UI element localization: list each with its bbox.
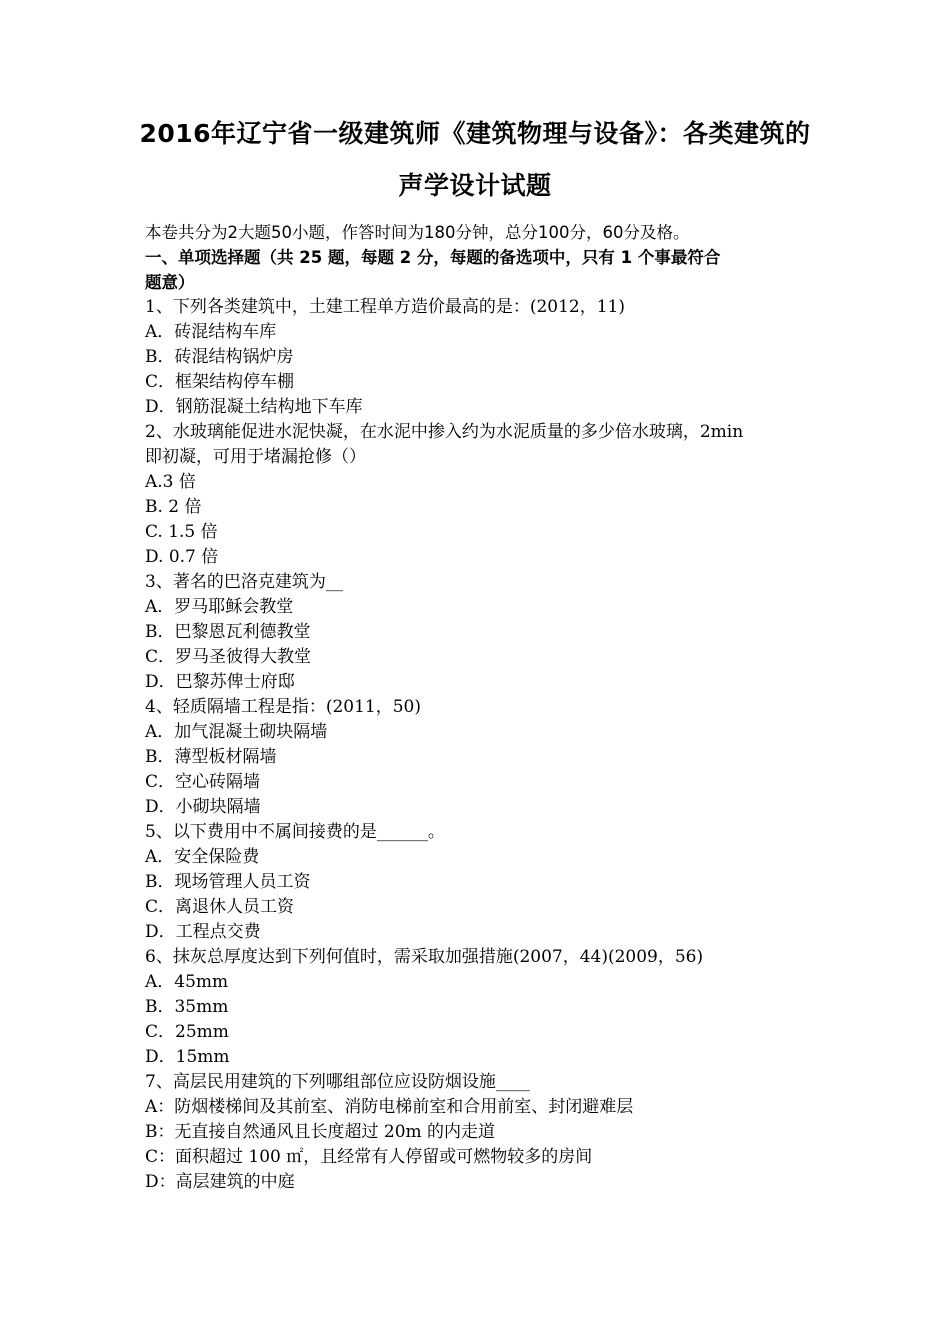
question-stem: 即初凝，可用于堵漏抢修（） — [145, 447, 366, 467]
document-body — [145, 220, 810, 1195]
question-stem: 1、下列各类建筑中，土建工程单方造价最高的是：(2012，11) — [145, 297, 625, 317]
question-item — [145, 570, 810, 695]
answer-option: A．安全保险费 — [145, 847, 260, 867]
answer-option: C．框架结构停车棚 — [145, 372, 295, 392]
answer-option: D. 0.7 倍 — [145, 547, 219, 567]
answer-option: C：面积超过 100 ㎡，且经常有人停留或可燃物较多的房间 — [145, 1147, 593, 1167]
section-heading-line-2: 题意） — [145, 273, 195, 292]
question-stem: 5、以下费用中不属间接费的是______。 — [145, 822, 445, 842]
answer-option: C．空心砖隔墙 — [145, 772, 261, 792]
question-item — [145, 695, 810, 820]
answer-option: B. 2 倍 — [145, 497, 202, 517]
answer-option: B：无直接自然通风且长度超过 20m 的内走道 — [145, 1122, 496, 1142]
answer-option: B．砖混结构锅炉房 — [145, 347, 294, 367]
question-item — [145, 1070, 810, 1195]
answer-option: D：高层建筑的中庭 — [145, 1172, 295, 1192]
question-stem: 4、轻质隔墙工程是指：(2011，50) — [145, 697, 421, 717]
answer-option: A：防烟楼梯间及其前室、消防电梯前室和合用前室、封闭避难层 — [145, 1097, 634, 1117]
answer-option: B．薄型板材隔墙 — [145, 747, 277, 767]
answer-option: D．小砌块隔墙 — [145, 797, 261, 817]
question-item — [145, 945, 810, 1070]
answer-option: C．离退休人员工资 — [145, 897, 295, 917]
answer-option: C. 1.5 倍 — [145, 522, 218, 542]
answer-option: B．35mm — [145, 997, 229, 1017]
answer-option: D．15mm — [145, 1047, 230, 1067]
section-heading-line-1: 一、单项选择题（共 25 题，每题 2 分，每题的备选项中，只有 1 个事最符合 — [145, 248, 721, 267]
answer-option: A．罗马耶稣会教堂 — [145, 597, 294, 617]
question-list — [145, 295, 810, 1195]
answer-option: B．巴黎恩瓦利德教堂 — [145, 622, 311, 642]
answer-option: C．罗马圣彼得大教堂 — [145, 647, 312, 667]
question-item — [145, 420, 810, 570]
answer-option: B．现场管理人员工资 — [145, 872, 311, 892]
exam-intro: 本卷共分为2大题50小题，作答时间为180分钟，总分100分，60分及格。 — [145, 223, 690, 242]
answer-option: D．钢筋混凝土结构地下车库 — [145, 397, 363, 417]
question-stem: 7、高层民用建筑的下列哪组部位应设防烟设施____ — [145, 1072, 530, 1092]
answer-option: A.3 倍 — [145, 472, 196, 492]
answer-option: D．工程点交费 — [145, 922, 261, 942]
question-item — [145, 295, 810, 420]
answer-option: A．砖混结构车库 — [145, 322, 277, 342]
answer-option: C．25mm — [145, 1022, 229, 1042]
answer-option: D．巴黎苏俾士府邸 — [145, 672, 295, 692]
answer-option: A．45mm — [145, 972, 229, 992]
question-stem: 2、水玻璃能促进水泥快凝，在水泥中掺入约为水泥质量的多少倍水玻璃，2min — [145, 422, 744, 442]
answer-option: A．加气混凝土砌块隔墙 — [145, 722, 328, 742]
question-stem: 6、抹灰总厚度达到下列何值时，需采取加强措施(2007，44)(2009，56) — [145, 947, 704, 967]
document-title-line-2: 声学设计试题 — [398, 171, 552, 200]
question-item — [145, 820, 810, 945]
question-stem: 3、著名的巴洛克建筑为__ — [145, 572, 343, 592]
document-title-line-1: 2016年辽宁省一级建筑师《建筑物理与设备》：各类建筑的 — [139, 119, 811, 148]
